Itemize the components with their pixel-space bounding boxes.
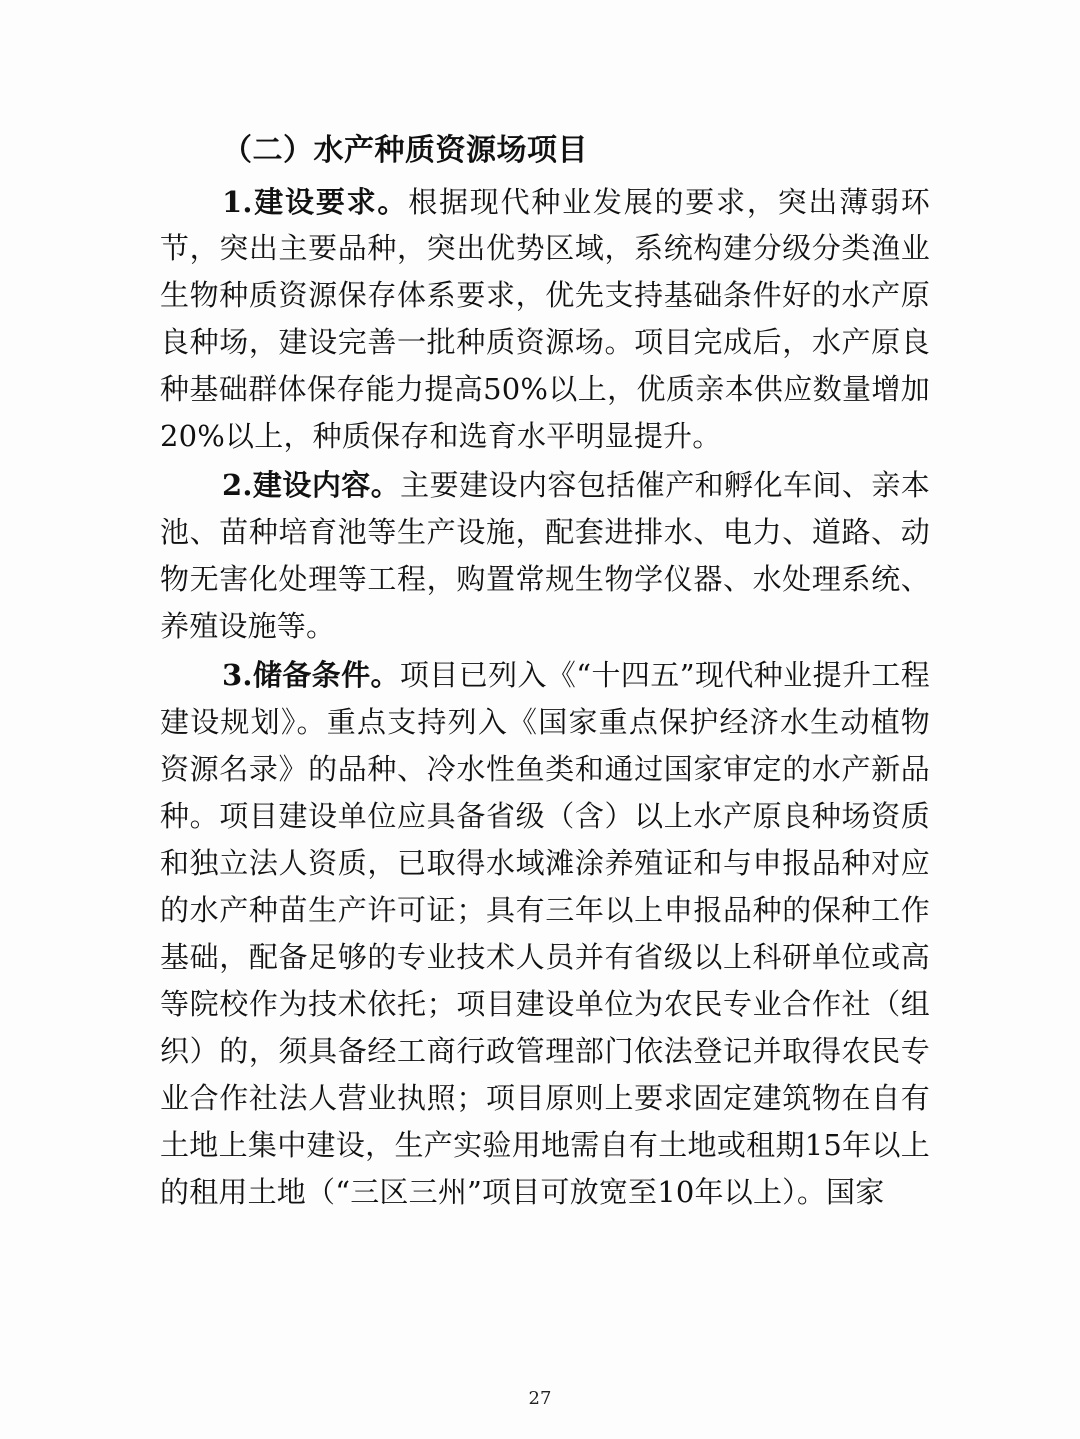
paragraph-body-2: 主要建设内容包括催产和孵化车间、亲本池、苗种培育池等生产设施，配套进排水、电力、道路、动物无害化处理等工程，购置常规生物学仪器、水处理系统、养殖设施等。 — [160, 468, 930, 644]
paragraph-construction-content — [160, 462, 930, 650]
paragraph-reserve-conditions — [160, 652, 930, 1216]
paragraph-body-3: 项目已列入《“十四五”现代种业提升工程建设规划》。重点支持列入《国家重点保护经济水生动植物资源名录》的品种、冷水性鱼类和通过国家审定的水产新品种。项目建设单位应具备省级（含）以上水产原良种场资质和独立法人资质，已取得水域滩涂养殖证和与申报品种对应的水产种苗生产许可证；具有三年以上申报品种的保种工作基础，配备足够的专业技术人员并有省级以上科研单位或高等院校作为技术依托；项目建设单位为农民专业合作社（组织）的，须具备经工商行政管理部门依法登记并取得农民专业合作社法人营业执照；项目原则上要求固定建筑物在自有土地上集中建设，生产实验用地需自有土地或租期15年以上的租用土地（“三区三州”项目可放宽至10年以上）。国家 — [160, 658, 930, 1209]
page-number: 27 — [528, 1388, 552, 1409]
page-content — [160, 128, 930, 1218]
paragraph-lead-1: 1.建设要求。 — [222, 184, 409, 219]
section-heading: （二）水产种质资源场项目 — [222, 133, 588, 168]
paragraph-construction-requirements — [160, 179, 930, 461]
paragraph-body-1: 根据现代种业发展的要求，突出薄弱环节，突出主要品种，突出优势区域，系统构建分级分类渔业生物种质资源保存体系要求，优先支持基础条件好的水产原良种场，建设完善一批种质资源场。项目完成后，水产原良种基础群体保存能力提高50%以上，优质亲本供应数量增加20%以上，种质保存和选育水平明显提升。 — [160, 184, 930, 454]
paragraph-lead-2: 2.建设内容。 — [222, 468, 401, 503]
paragraph-lead-3: 3.储备条件。 — [222, 658, 400, 693]
